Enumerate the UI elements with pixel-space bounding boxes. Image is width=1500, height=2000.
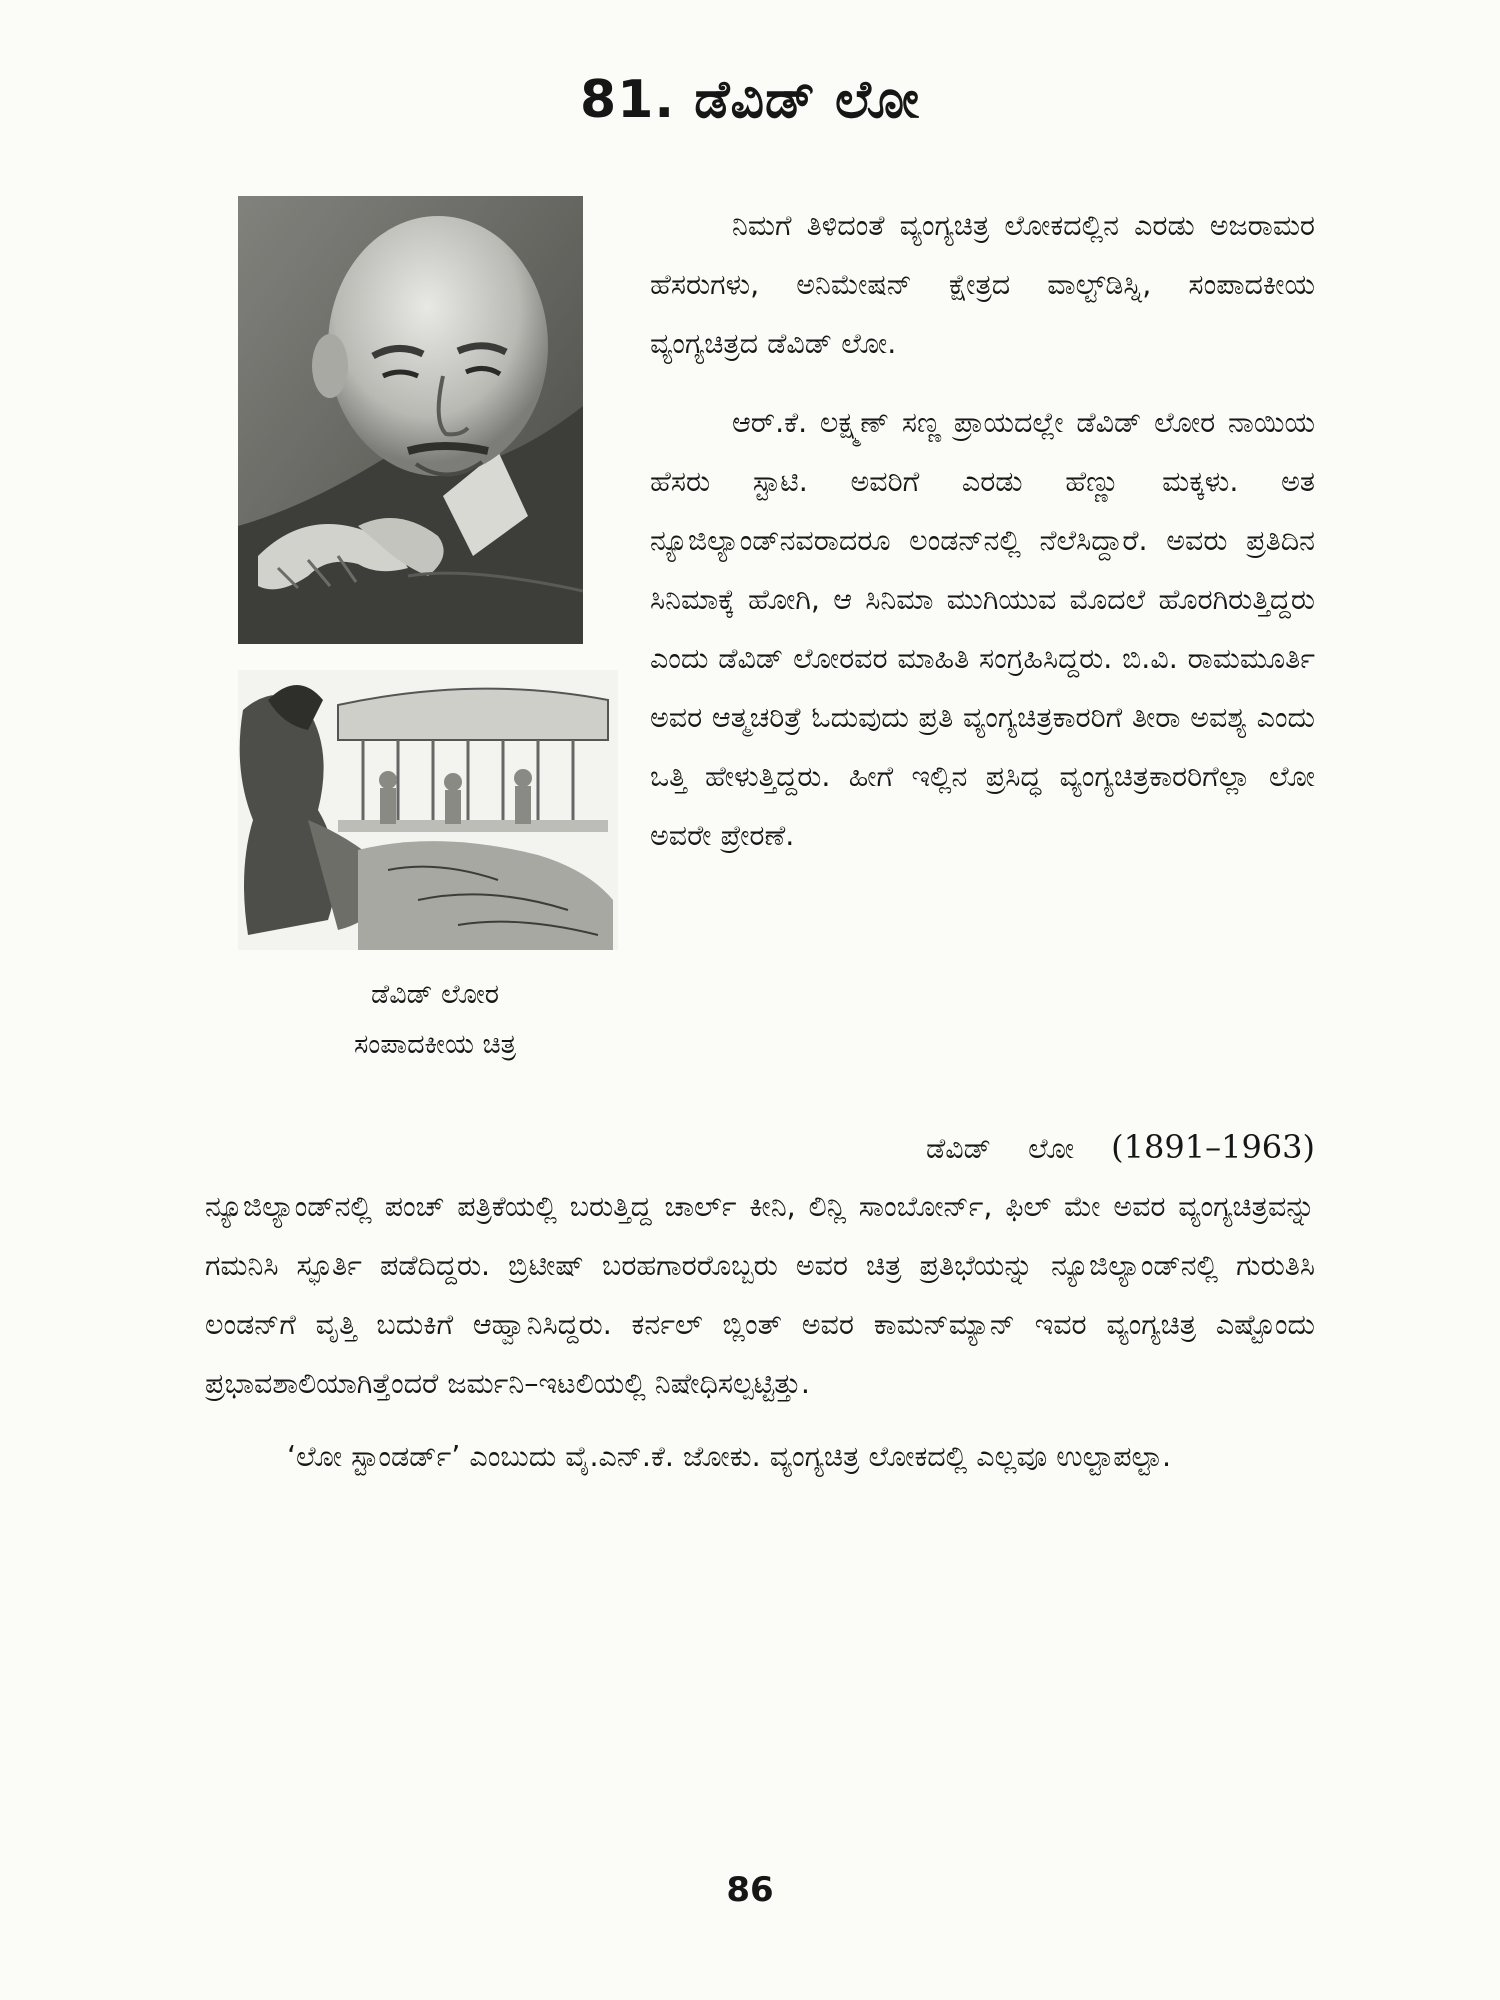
chapter-title: 81. ಡೆವಿಡ್ ಲೋ	[580, 70, 920, 130]
figure-caption	[240, 970, 630, 1070]
paragraph-low-standard: ‘ಲೋ ಸ್ಟಾಂಡರ್ಡ್’ ಎಂಬುದು ವೈ.ಎನ್.ಕೆ. ಜೋಕು. ವ್ಯಂಗ್ಯಚಿತ್ರ ಲೋಕದಲ್ಲಿ ಎಲ್ಲವೂ ಉಲ್ಟಾಪಲ್ಟಾ.	[287, 1440, 1172, 1473]
caption-line-2: ಸಂಪಾದಕೀಯ ಚಿತ್ರ	[353, 1029, 517, 1060]
caption-line-1: ಡೆವಿಡ್ ಲೋರ	[370, 979, 500, 1010]
full-width-text	[205, 1177, 1315, 1500]
paragraph-lakshman: ಆರ್.ಕೆ. ಲಕ್ಷ್ಮಣ್ ಸಣ್ಣ ಪ್ರಾಯದಲ್ಲೇ ಡೆವಿಡ್ ಲೋರ ನಾಯಿಯ ಹೆಸರು ಸ್ಟಾಟಿ. ಅವರಿಗೆ ಎರಡು ಹೆಣ್ಣು ಮಕ್ಕಳು. ಅತ ನ್ಯೂಜಿಲ್ಯಾಂಡ್‌ನವರಾದರೂ ಲಂಡನ್‌ನಲ್ಲಿ ನೆಲೆಸಿದ್ದಾರೆ. ಅವರು ಪ್ರತಿದಿನ ಸಿನಿಮಾಕ್ಕೆ ಹೋಗಿ, ಆ ಸಿನಿಮಾ ಮುಗಿಯುವ ಮೊದಲೆ ಹೊರಗಿರುತ್ತಿದ್ದರು ಎಂದು ಡೆವಿಡ್ ಲೋರವರ ಮಾಹಿತಿ ಸಂಗ್ರಹಿಸಿದ್ದರು. ಬಿ.ವಿ. ರಾಮಮೂರ್ತಿ ಅವರ ಆತ್ಮಚರಿತ್ರೆ ಓದುವುದು ಪ್ರತಿ ವ್ಯಂಗ್ಯಚಿತ್ರಕಾರರಿಗೆ ತೀರಾ ಅವಶ್ಯ ಎಂದು ಒತ್ತಿ ಹೇಳುತ್ತಿದ್ದರು. ಹೀಗೆ ಇಲ್ಲಿನ ಪ್ರಸಿದ್ಧ ವ್ಯಂಗ್ಯಚಿತ್ರಕಾರರಿಗೆಲ್ಲಾ ಲೋ ಅವರೇ ಪ್ರೇರಣೆ.	[650, 406, 1315, 852]
column-text	[650, 196, 1315, 885]
editorial-cartoon	[238, 670, 618, 950]
paragraph-intro: ನಿಮಗೆ ತಿಳಿದಂತೆ ವ್ಯಂಗ್ಯಚಿತ್ರ ಲೋಕದಲ್ಲಿನ ಎರಡು ಅಜರಾಮರ ಹೆಸರುಗಳು, ಅನಿಮೇಷನ್ ಕ್ಷೇತ್ರದ ವಾಲ್ಟ್‌ಡಿಸ್ನಿ, ಸಂಪಾದಕೀಯ ವ್ಯಂಗ್ಯಚಿತ್ರದ ಡೆವಿಡ್ ಲೋ.	[650, 209, 1315, 360]
byline	[650, 1118, 1315, 1178]
portrait-photo	[238, 196, 583, 644]
page-number: 86	[726, 1870, 774, 1910]
paragraph-newzealand: ನ್ಯೂಜಿಲ್ಯಾಂಡ್‌ನಲ್ಲಿ ಪಂಚ್ ಪತ್ರಿಕೆಯಲ್ಲಿ ಬರುತ್ತಿದ್ದ ಚಾರ್ಲ್ ಕೀನಿ, ಲಿನ್ಲಿ ಸಾಂಬೋರ್ನ್, ಫಿಲ್ ಮೇ ಅವರ ವ್ಯಂಗ್ಯಚಿತ್ರವನ್ನು ಗಮನಿಸಿ ಸ್ಫೂರ್ತಿ ಪಡೆದಿದ್ದರು. ಬ್ರಿಟೀಷ್ ಬರಹಗಾರರೊಬ್ಬರು ಅವರ ಚಿತ್ರ ಪ್ರತಿಭೆಯನ್ನು ನ್ಯೂಜಿಲ್ಯಾಂಡ್‌ನಲ್ಲಿ ಗುರುತಿಸಿ ಲಂಡನ್‌ಗೆ ವೃತ್ತಿ ಬದುಕಿಗೆ ಆಹ್ವಾನಿಸಿದ್ದರು. ಕರ್ನಲ್ ಬ್ಲಿಂತ್ ಅವರ ಕಾಮನ್‌ಮ್ಯಾನ್ ಇವರ ವ್ಯಂಗ್ಯಚಿತ್ರ ಎಷ್ಟೊಂದು ಪ್ರಭಾವಶಾಲಿಯಾಗಿತ್ತೆಂದರೆ ಜರ್ಮನಿ–ಇಟಲಿಯಲ್ಲಿ ನಿಷೇಧಿಸಲ್ಪಟ್ಟಿತ್ತು.	[205, 1190, 1315, 1400]
byline-years: (1891–1963)	[1111, 1128, 1315, 1166]
byline-name: ಡೆವಿಡ್ ಲೋ	[925, 1132, 1075, 1165]
